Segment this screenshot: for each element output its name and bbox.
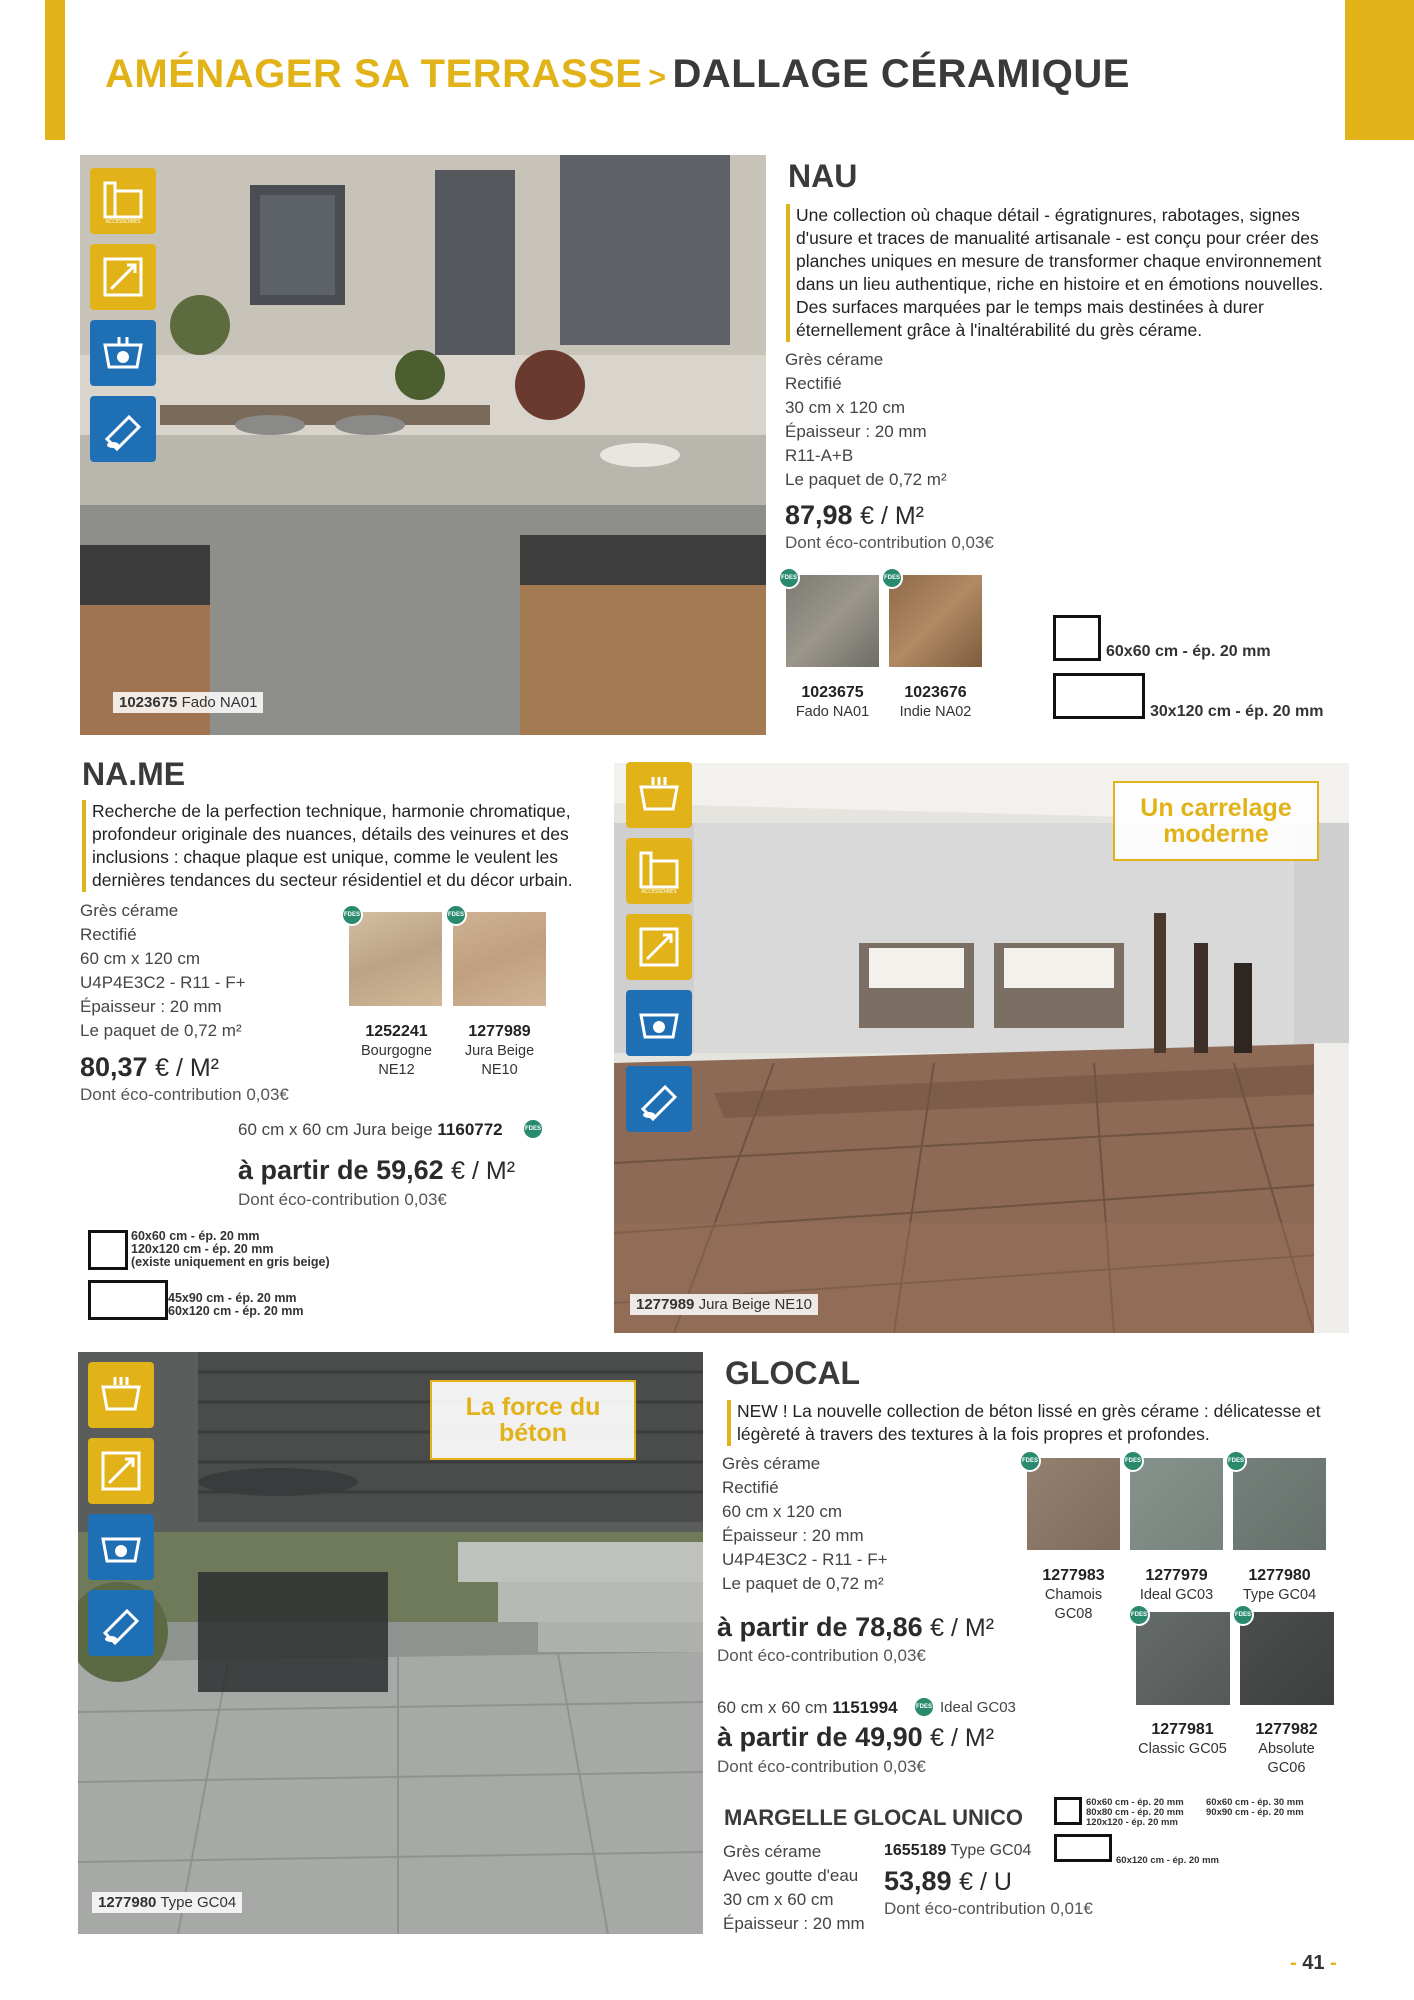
fdes-badge: FDES [1019,1450,1041,1472]
fdes-badge: FDES [1232,1604,1254,1626]
glocal-ref-type: 1277980 Type GC04 [1242,1567,1317,1603]
format-line: 60x60 cm - ép. 20 mm [131,1229,260,1243]
installation-icon [90,396,156,462]
glocal-spec: Rectifié [722,1478,779,1497]
nau-spec: Grès cérame [785,350,884,369]
glocal-alt-price: à partir de 49,90 € / M² [717,1722,995,1752]
nau-title: NAU [788,158,858,194]
nau-photo-caption: 1023675 Fado NA01 [113,692,263,713]
name-alt-eco: Dont éco-contribution 0,03€ [238,1190,447,1209]
name-price: 80,37 € / M² [80,1052,219,1082]
fdes-badge: FDES [881,567,903,589]
glocal-icon-column [88,1362,160,1666]
glocal-price: à partir de 78,86 € / M² [717,1612,995,1642]
format-line: 45x90 cm - ép. 20 mm [168,1291,297,1305]
glocal-spec: Grès cérame [722,1454,821,1473]
accessoires-icon [90,168,156,234]
glocal-spec: Épaisseur : 20 mm [722,1526,864,1545]
swatch-tile [349,912,442,1006]
page-number-value: 41 [1302,1952,1325,1974]
format-icon [90,244,156,310]
margelle-spec: 30 cm x 60 cm [723,1890,834,1909]
fdes-badge: FDES [1225,1450,1247,1472]
nau-swatch-indie[interactable] [889,575,982,667]
name-eco: Dont éco-contribution 0,03€ [80,1085,289,1104]
margelle-specs [723,1840,865,1936]
glocal-ref-chamois: 1277983 Chamois GC08 [1042,1567,1105,1622]
swatch-tile [889,575,982,667]
name-description: Recherche de la perfection technique, harmonie chromatique, profondeur originale des nuances, détails des veinures et des inclusions : chaque plaque est unique, comme le veulent les dernières tendances du secteur résidentiel et du décor urbain. [82,800,602,892]
name-title: NA.ME [82,756,186,792]
glocal-ref-ideal: 1277979 Ideal GC03 [1139,1567,1214,1603]
glocal-alt-line: 60 cm x 60 cm 1151994 [717,1698,898,1717]
fdes-badge: FDES [1128,1604,1150,1626]
nau-format-square: 60x60 cm - ép. 20 mm [1106,643,1271,660]
glocal-swatch-chamois[interactable] [1027,1458,1120,1550]
tag-line: Un carrelage [1140,794,1292,822]
fdes-badge: FDES [341,904,363,926]
name-alt-line: 60 cm x 60 cm Jura beige 1160772 [238,1120,503,1139]
nau-ref-indie: 1023676 Indie NA02 [899,684,972,720]
nau-eco: Dont éco-contribution 0,03€ [785,533,994,552]
nau-swatch-fado[interactable] [786,575,879,667]
nau-spec: Rectifié [785,374,842,393]
name-format-rect-icon [88,1280,168,1320]
format-icon [626,914,692,980]
title-part2: DALLAGE CÉRAMIQUE [672,52,1130,96]
swatch-tile [1130,1458,1223,1550]
glocal-swatch-absolute[interactable] [1240,1612,1334,1705]
name-formats-square [131,1230,330,1269]
title-part1: AMÉNAGER SA TERRASSE [105,52,643,96]
glocal-swatch-ideal[interactable] [1130,1458,1223,1550]
name-spec: Le paquet de 0,72 m² [80,1021,242,1040]
glocal-alt-eco: Dont éco-contribution 0,03€ [717,1757,926,1776]
accessoires-label: ACCESSOIRES [105,219,141,225]
name-spec: Grès cérame [80,901,179,920]
glocal-specs [722,1452,888,1596]
nau-spec: Épaisseur : 20 mm [785,422,927,441]
nau-ref-fado: 1023675 Fado NA01 [795,684,870,720]
name-swatch-jura[interactable] [453,912,546,1006]
glocal-formats-square-2 [1206,1798,1304,1818]
name-spec: Rectifié [80,925,137,944]
nau-spec: Le paquet de 0,72 m² [785,470,947,489]
piscine-icon [90,320,156,386]
format-line: 120x120 cm - ép. 20 mm [131,1242,274,1256]
installation-icon [626,1066,692,1132]
name-spec: U4P4E3C2 - R11 - F+ [80,973,246,992]
piscine-icon [626,990,692,1056]
margelle-spec: Grès cérame [723,1842,822,1861]
margelle-eco: Dont éco-contribution 0,01€ [884,1899,1093,1918]
format-line: 60x120 cm - ép. 20 mm [168,1304,304,1318]
name-promo-tag [1113,781,1319,861]
format-icon [88,1438,154,1504]
glocal-formats-square [1086,1798,1184,1828]
page-dash: - [1330,1952,1337,1974]
nau-price: 87,98 € / M² [785,500,924,530]
margelle-spec: Épaisseur : 20 mm [723,1914,865,1933]
glocal-eco: Dont éco-contribution 0,03€ [717,1646,926,1665]
name-spec: Épaisseur : 20 mm [80,997,222,1016]
name-icon-column [626,762,698,1142]
name-format-square-icon [88,1230,128,1270]
glocal-format-square-icon [1054,1797,1082,1825]
name-photo-caption: 1277989 Jura Beige NE10 [630,1294,818,1315]
format-line: 60x60 cm - ép. 20 mm [1086,1797,1184,1808]
swatch-tile [1136,1612,1230,1705]
nau-spec: R11-A+B [785,446,854,465]
margelle-price: 53,89 € / U [884,1866,1012,1896]
name-spec: 60 cm x 120 cm [80,949,200,968]
accessoires-icon [626,838,692,904]
name-ref-bourgogne: 1252241 Bourgogne NE12 [361,1023,432,1078]
swatch-tile [453,912,546,1006]
nau-spec: 30 cm x 120 cm [785,398,905,417]
name-alt-price: à partir de 59,62 € / M² [238,1155,516,1185]
page-title [105,52,1130,97]
glocal-format-rect: 60x120 cm - ép. 20 mm [1116,1855,1219,1866]
format-line: 120x120 - ép. 20 mm [1086,1817,1178,1828]
page-dash: - [1290,1952,1297,1974]
fdes-badge: FDES [913,1696,935,1718]
piscine-icon [88,1362,154,1428]
glocal-spec: 60 cm x 120 cm [722,1502,842,1521]
swatch-tile [1240,1612,1334,1705]
page-number [1290,1952,1337,1975]
nau-format-rect-icon [1053,673,1145,719]
swatch-tile [1027,1458,1120,1550]
glocal-spec: Le paquet de 0,72 m² [722,1574,884,1593]
glocal-ref-classic: 1277981 Classic GC05 [1138,1721,1227,1757]
glocal-photo-caption: 1277980 Type GC04 [92,1892,242,1913]
format-line: 60x60 cm - ép. 30 mm [1206,1797,1304,1808]
tag-line: La force du [465,1393,601,1421]
nau-icon-column [90,168,162,472]
glocal-swatch-classic[interactable] [1136,1612,1230,1705]
format-line: 80x80 cm - ép. 20 mm [1086,1807,1184,1818]
glocal-alt-name: Ideal GC03 [940,1699,1016,1716]
name-formats-rect [168,1292,304,1318]
fdes-badge: FDES [522,1118,544,1140]
name-ref-jura: 1277989 Jura Beige NE10 [464,1023,535,1078]
glocal-promo-tag [430,1380,636,1460]
glocal-description: NEW ! La nouvelle collection de béton lissé en grès cérame : délicatesse et légèreté à travers des textures à la fois propres et profondes. [727,1400,1347,1446]
fdes-badge: FDES [1122,1450,1144,1472]
glocal-spec: U4P4E3C2 - R11 - F+ [722,1550,888,1569]
nau-format-rect: 30x120 cm - ép. 20 mm [1150,703,1324,720]
margelle-ref: 1655189 Type GC04 [884,1842,1032,1859]
piscine-icon [88,1514,154,1580]
margelle-spec: Avec goutte d'eau [723,1866,859,1885]
name-specs [80,899,246,1043]
nau-specs [785,348,947,492]
nau-format-square-icon [1053,615,1101,661]
header-accent-left [45,0,65,140]
tag-line: béton [498,1419,568,1447]
glocal-ref-absolute: 1277982 Absolute GC06 [1255,1721,1318,1776]
installation-icon [88,1590,154,1656]
format-line: (existe uniquement en gris beige) [131,1255,330,1269]
swatch-tile [786,575,879,667]
format-line: 90x90 cm - ép. 20 mm [1206,1807,1304,1818]
glocal-title: GLOCAL [725,1355,861,1391]
accessoires-label: ACCESSOIRES [641,889,677,895]
name-swatch-bourgogne[interactable] [349,912,442,1006]
header-accent-right [1345,0,1414,140]
nau-terrace-photo [80,155,766,735]
piscine-icon [626,762,692,828]
fdes-badge: FDES [445,904,467,926]
glocal-swatch-type[interactable] [1233,1458,1326,1550]
nau-description: Une collection où chaque détail - égratignures, rabotages, signes d'usure et traces de manualité artisanale - est conçu pour créer des planches uniques en mesure de transformer chaque environnement dans un lieu authentique, riche en histoire et en émotions nouvelles. Des surfaces marquées par le temps mais destinées à durer éternellement grâce à l'inaltérabilité du grès cérame. [786,204,1348,342]
margelle-title: MARGELLE GLOCAL UNICO [724,1805,1024,1830]
swatch-tile [1233,1458,1326,1550]
title-arrow: > [648,61,667,94]
tag-line: moderne [1163,820,1269,848]
fdes-badge: FDES [778,567,800,589]
glocal-format-rect-icon [1054,1834,1112,1862]
